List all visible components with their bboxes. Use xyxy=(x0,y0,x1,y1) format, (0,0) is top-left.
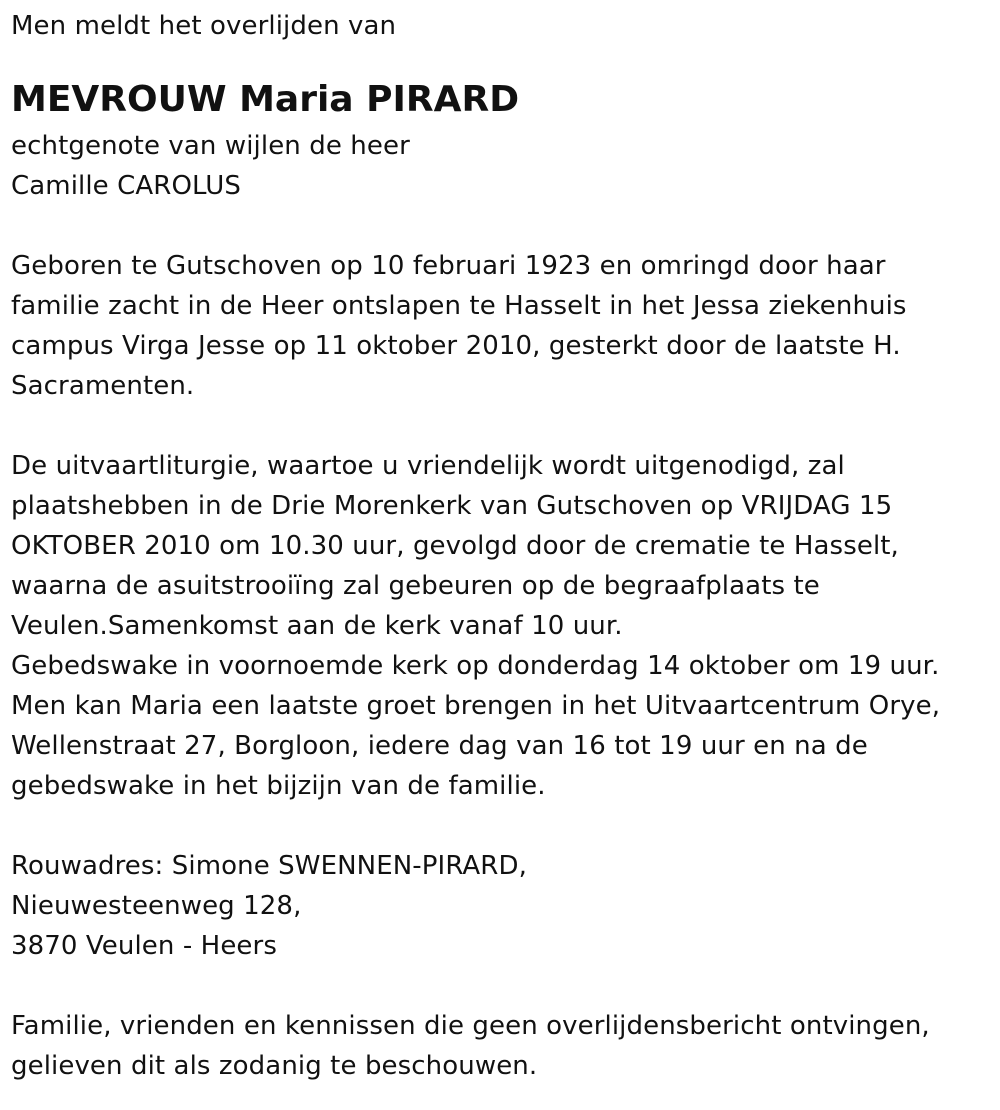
paragraph-line: familie zacht in de Heer ontslapen te Hasselt in het Jessa ziekenhuis xyxy=(11,291,907,321)
mourning-address xyxy=(11,846,991,966)
paragraph-line: waarna de asuitstrooiïng zal gebeuren op de begraafplaats te xyxy=(11,571,820,601)
death-notice xyxy=(11,0,991,1086)
funeral-paragraph xyxy=(11,446,991,806)
address-line: 3870 Veulen - Heers xyxy=(11,931,277,961)
paragraph-line: Men kan Maria een laatste groet brengen in het Uitvaartcentrum Orye, xyxy=(11,691,941,721)
paragraph-line: OKTOBER 2010 om 10.30 uur, gevolgd door de crematie te Hasselt, xyxy=(11,531,899,561)
birth-death-paragraph xyxy=(11,246,991,406)
spouse-block xyxy=(11,126,991,206)
address-line: Rouwadres: Simone SWENNEN-PIRARD, xyxy=(11,851,527,881)
spouse-line: echtgenote van wijlen de heer xyxy=(11,131,410,161)
paragraph-line: Sacramenten. xyxy=(11,371,195,401)
paragraph-line: Familie, vrienden en kennissen die geen overlijdensbericht ontvingen, xyxy=(11,1011,930,1041)
paragraph-line: De uitvaartliturgie, waartoe u vriendelijk wordt uitgenodigd, zal xyxy=(11,451,845,481)
intro-text: Men meldt het overlijden van xyxy=(11,11,397,41)
paragraph-line: plaatshebben in de Drie Morenkerk van Gutschoven op VRIJDAG 15 xyxy=(11,491,893,521)
paragraph-line: Gebedswake in voornoemde kerk op donderdag 14 oktober om 19 uur. xyxy=(11,651,940,681)
deceased-name: MEVROUW Maria PIRARD xyxy=(11,79,520,120)
paragraph-line: Veulen.Samenkomst aan de kerk vanaf 10 uur. xyxy=(11,611,623,641)
paragraph-line: Geboren te Gutschoven op 10 februari 1923 en omringd door haar xyxy=(11,251,886,281)
spouse-line: Camille CAROLUS xyxy=(11,171,242,201)
paragraph-line: Wellenstraat 27, Borgloon, iedere dag van 16 tot 19 uur en na de xyxy=(11,731,868,761)
address-line: Nieuwesteenweg 128, xyxy=(11,891,302,921)
paragraph-line: gebedswake in het bijzijn van de familie. xyxy=(11,771,546,801)
paragraph-line: campus Virga Jesse op 11 oktober 2010, gesterkt door de laatste H. xyxy=(11,331,901,361)
paragraph-line: gelieven dit als zodanig te beschouwen. xyxy=(11,1051,538,1081)
closing-paragraph xyxy=(11,1006,991,1086)
